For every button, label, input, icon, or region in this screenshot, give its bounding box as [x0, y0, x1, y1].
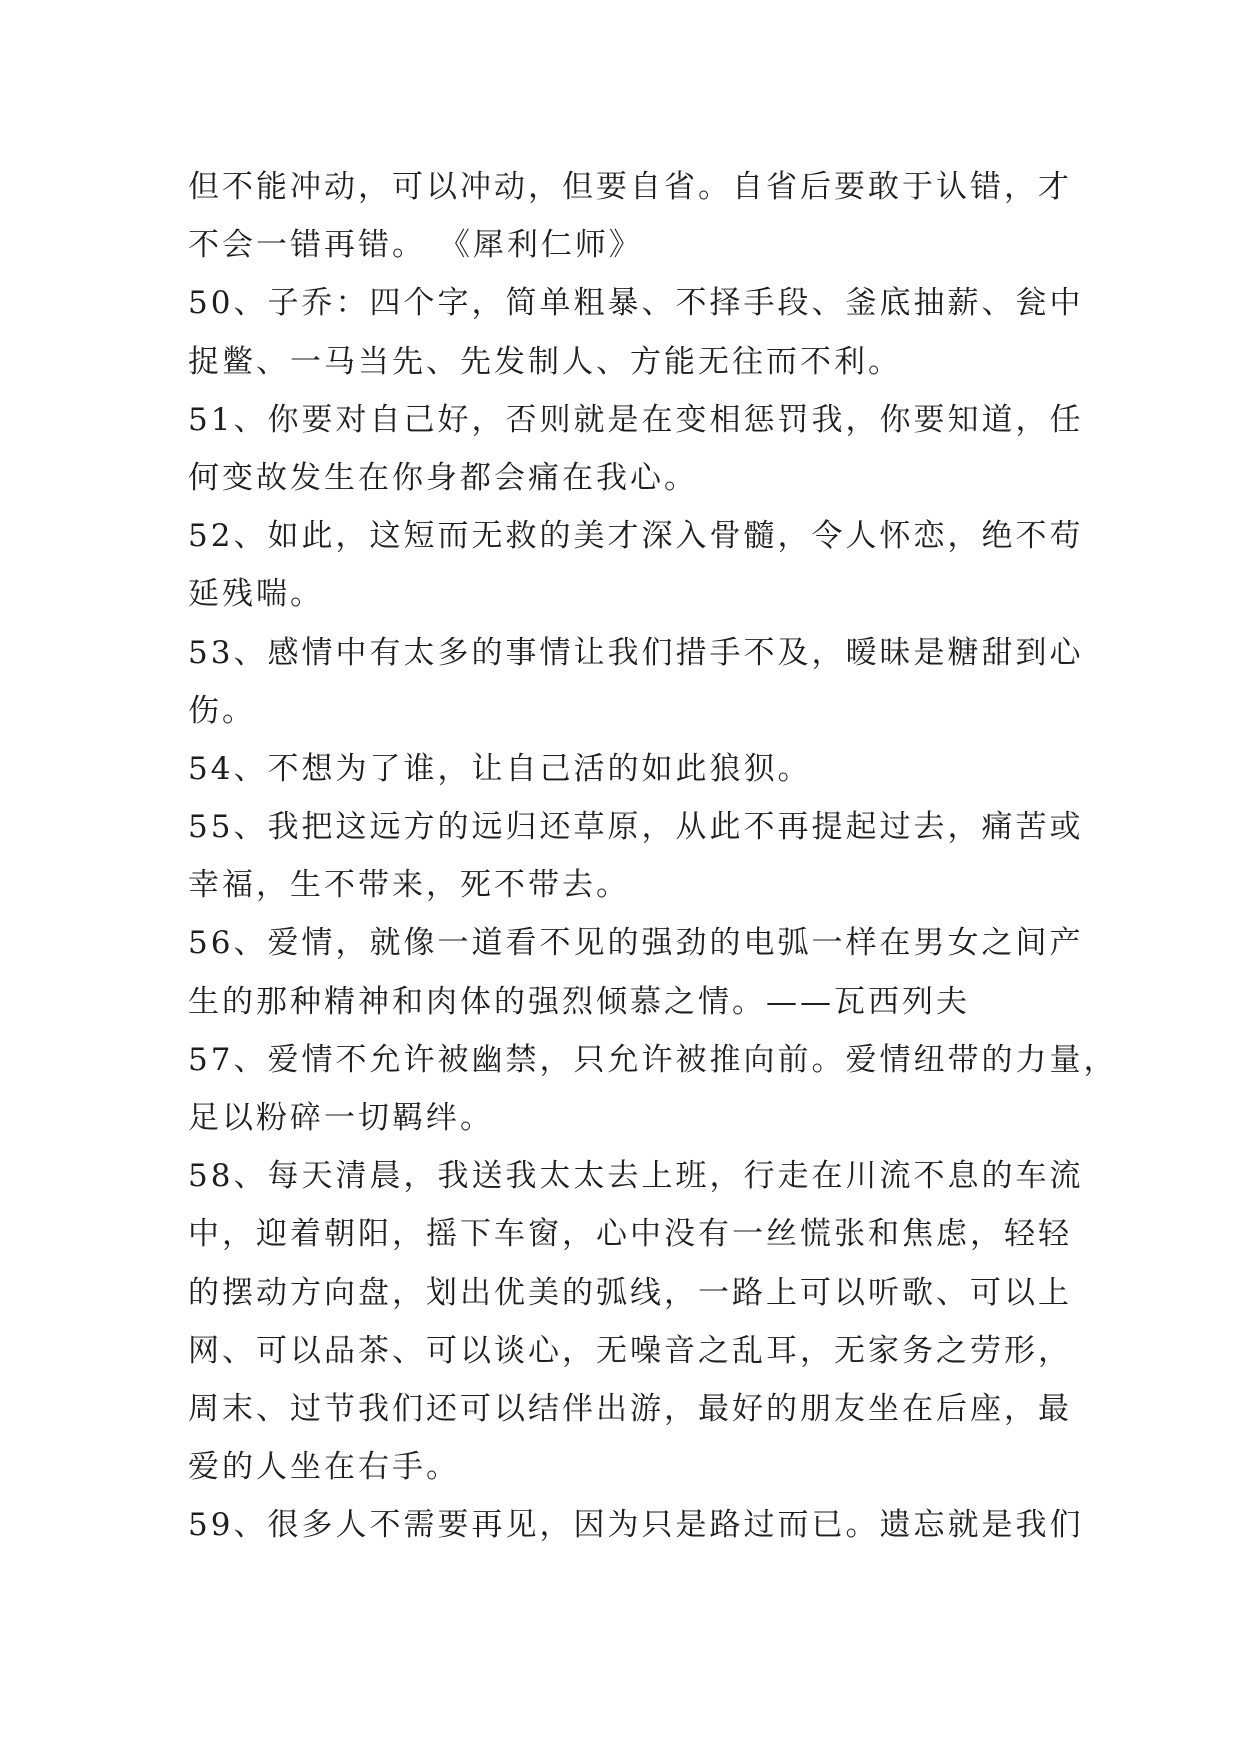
text-line: 50、子乔：四个字，简单粗暴、不择手段、釜底抽薪、瓮中 — [188, 285, 1084, 322]
text-line: 周末、过节我们还可以结伴出游，最好的朋友坐在后座，最 — [188, 1390, 1072, 1427]
text-line: 52、如此，这短而无救的美才深入骨髓，令人怀恋，绝不苟 — [188, 518, 1084, 555]
text-line: 58、每天清晨，我送我太太去上班，行走在川流不息的车流 — [188, 1158, 1084, 1195]
text-line: 55、我把这远方的远归还草原，从此不再提起过去，痛苦或 — [188, 809, 1084, 846]
text-line: 延残喘。 — [188, 576, 324, 613]
text-line: 何变故发生在你身都会痛在我心。 — [188, 459, 698, 496]
text-line: 伤。 — [188, 692, 256, 729]
text-line: 足以粉碎一切羁绊。 — [188, 1100, 494, 1136]
text-line: 网、可以品茶、可以谈心，无噪音之乱耳，无家务之劳形， — [188, 1332, 1072, 1369]
text-line: 的摆动方向盘，划出优美的弧线，一路上可以听歌、可以上 — [188, 1274, 1072, 1311]
text-line: 中，迎着朝阳，摇下车窗，心中没有一丝慌张和焦虑，轻轻 — [188, 1216, 1072, 1253]
document-body — [188, 158, 1118, 1555]
text-line: 56、爱情，就像一道看不见的强劲的电弧一样在男女之间产 — [188, 925, 1084, 962]
text-line: 生的那种精神和肉体的强烈倾慕之情。——瓦西列夫 — [188, 983, 970, 1020]
text-line: 54、不想为了谁，让自己活的如此狼狈。 — [188, 750, 812, 787]
text-line: 59、很多人不需要再见，因为只是路过而已。遗忘就是我们 — [188, 1507, 1084, 1544]
text-line: 爱的人坐在右手。 — [188, 1449, 460, 1486]
text-line: 捉鳖、一马当先、先发制人、方能无往而不利。 — [188, 343, 902, 380]
text-line: 51、你要对自己好，否则就是在变相惩罚我，你要知道，任 — [188, 401, 1084, 438]
text-line: 不会一错再错。 《犀利仁师》 — [188, 227, 643, 264]
text-line: 53、感情中有太多的事情让我们措手不及，暧昧是糖甜到心 — [188, 634, 1084, 671]
text-line: 57、爱情不允许被幽禁，只允许被推向前。爱情纽带的力量， — [188, 1041, 1118, 1078]
text-line: 但不能冲动，可以冲动，但要自省。自省后要敢于认错，才 — [188, 169, 1072, 205]
text-line: 幸福，生不带来，死不带去。 — [188, 867, 630, 904]
